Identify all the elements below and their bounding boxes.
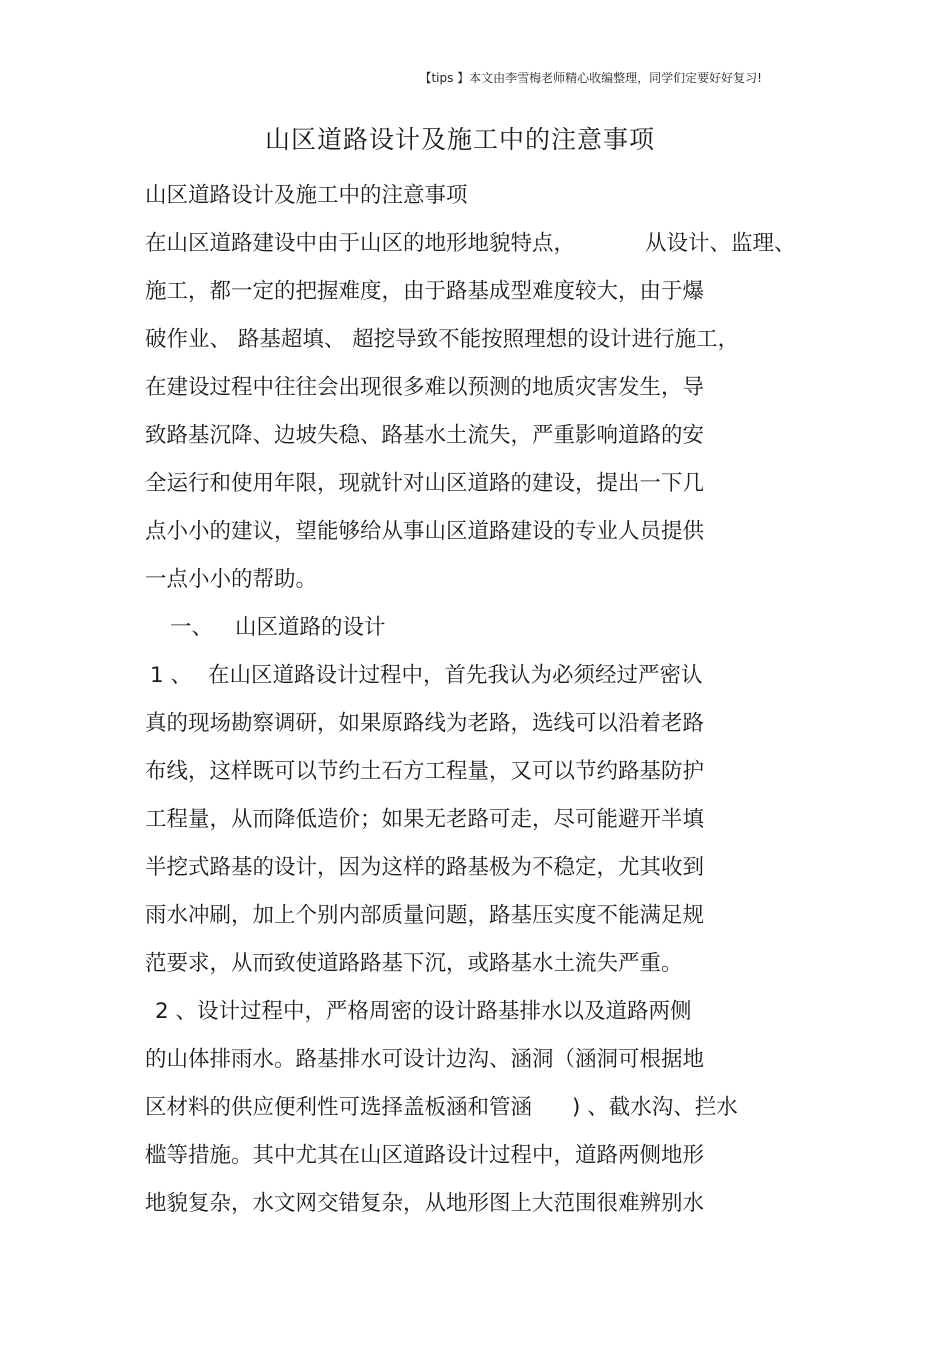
item1-line-5: 半挖式路基的设计，因为这样的路基极为不稳定，尤其收到: [145, 855, 705, 880]
item2-number: 2 、: [155, 999, 198, 1024]
item1-line-6: 雨水冲刷，加上个别内部质量问题，路基压实度不能满足规: [145, 903, 705, 928]
intro-line-3: 破作业、 路基超填、 超挖导致不能按照理想的设计进行施工，: [145, 327, 740, 352]
item2-line-1-text: 设计过程中，严格周密的设计路基排水以及道路两侧: [197, 999, 692, 1024]
item1-line-2: 真的现场勘察调研，如果原路线为老路，选线可以沿着老路: [145, 711, 705, 736]
section-title: 山区道路的设计: [235, 615, 386, 640]
item2-line-5: 地貌复杂，水文网交错复杂，从地形图上大范围很难辨别水: [145, 1191, 705, 1216]
intro-line-1a: 在山区道路建设中由于山区的地形地貌特点，: [145, 231, 576, 256]
section-number: 一、: [170, 615, 214, 640]
intro-line-5: 致路基沉降、边坡失稳、路基水土流失，严重影响道路的安: [145, 423, 705, 448]
intro-line-1b: 从设计、监理、: [645, 231, 796, 256]
item2-line-3: [145, 1093, 738, 1123]
page-title: 山区道路设计及施工中的注意事项: [264, 125, 655, 154]
item1-line-4: 工程量，从而降低造价；如果无老路可走，尽可能避开半填: [145, 807, 705, 832]
item2-line-4: 槛等措施。其中尤其在山区道路设计过程中，道路两侧地形: [145, 1143, 705, 1168]
item2-line-2: 的山体排雨水。路基排水可设计边沟、涵洞（涵洞可根据地: [145, 1047, 705, 1072]
subtitle: 山区道路设计及施工中的注意事项: [145, 183, 468, 208]
item2-line-3a: 区材料的供应便利性可选择盖板涵和管涵: [145, 1095, 533, 1120]
intro-line-8: 一点小小的帮助。: [145, 567, 318, 592]
item1-line-7: 范要求，从而致使道路路基下沉，或路基水土流失严重。: [145, 951, 683, 976]
intro-line-2: 施工，都一定的把握难度，由于路基成型难度较大，由于爆: [145, 279, 705, 304]
item1-line-1-text: 在山区道路设计过程中，首先我认为必须经过严密认: [208, 663, 703, 688]
tips-note: 【tips 】本文由李雪梅老师精心收编整理，同学们定要好好复习!: [419, 71, 762, 85]
section-heading: [170, 613, 386, 643]
intro-line-4: 在建设过程中往往会出现很多难以预测的地质灾害发生，导: [145, 375, 705, 400]
intro-line-1: [145, 229, 796, 259]
intro-line-7: 点小小的建议，望能够给从事山区道路建设的专业人员提供: [145, 519, 705, 544]
item2-line-1: [155, 997, 692, 1027]
item1-number: 1 、: [150, 663, 193, 688]
intro-line-6: 全运行和使用年限，现就针对山区道路的建设，提出一下几: [145, 471, 705, 496]
item1-line-3: 布线，这样既可以节约土石方工程量，又可以节约路基防护: [145, 759, 705, 784]
item1-line-1: [150, 661, 703, 691]
item2-line-3b: ) 、截水沟、拦水: [572, 1095, 738, 1120]
